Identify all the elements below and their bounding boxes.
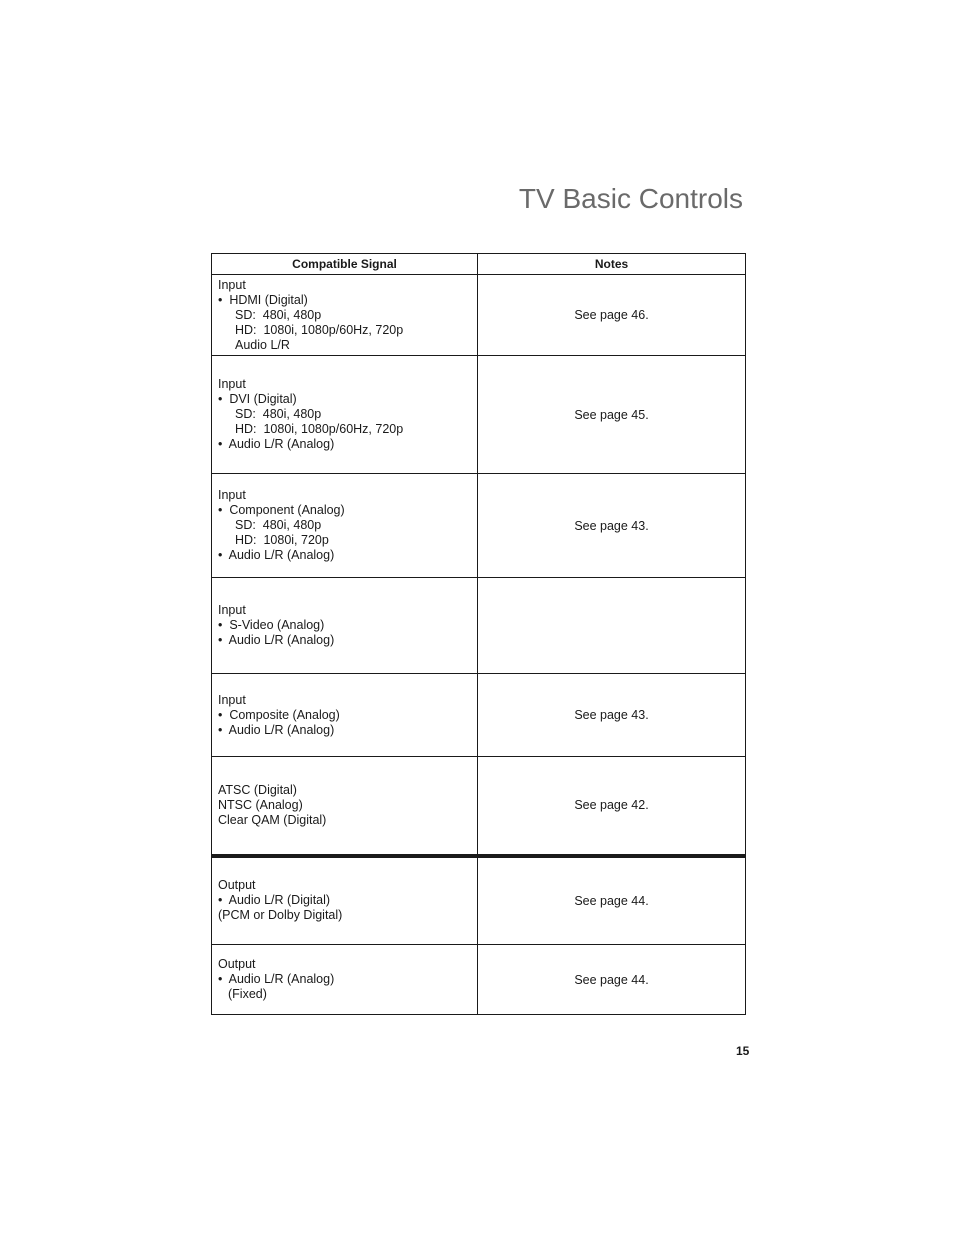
note-cell: See page 43.	[478, 674, 746, 757]
signal-line: Input	[218, 692, 246, 707]
signal-line: HD: 1080i, 1080p/60Hz, 720p	[235, 422, 404, 436]
signal-line: (Fixed)	[228, 987, 267, 1001]
table-row	[212, 856, 746, 945]
signal-line: • DVI (Digital)	[218, 392, 297, 406]
signal-line: • Audio L/R (Analog)	[218, 437, 335, 451]
signal-line: Output	[218, 957, 256, 971]
table-header-row	[212, 254, 746, 275]
signal-line: HD: 1080i, 720p	[235, 533, 329, 547]
table-row	[212, 674, 746, 757]
table-row	[212, 945, 746, 1015]
signal-line: SD: 480i, 480p	[235, 518, 322, 532]
signal-line: Clear QAM (Digital)	[218, 812, 327, 827]
table-row	[212, 356, 746, 474]
signal-line: (PCM or Dolby Digital)	[218, 908, 343, 923]
note-cell: See page 45.	[478, 356, 746, 474]
header-compatible-signal: Compatible Signal	[212, 254, 478, 275]
table-row	[212, 474, 746, 578]
note-cell	[478, 578, 746, 674]
signal-table	[211, 253, 746, 1015]
signal-line: Input	[218, 603, 246, 617]
signal-line: Input	[218, 377, 246, 391]
signal-line: HD: 1080i, 1080p/60Hz, 720p	[235, 322, 404, 337]
signal-line: • HDMI (Digital)	[218, 292, 308, 307]
signal-line: • S-Video (Analog)	[218, 618, 325, 632]
note-cell: See page 46.	[478, 275, 746, 356]
signal-cell	[212, 356, 478, 474]
page-title: TV Basic Controls	[518, 183, 743, 214]
note-cell: See page 43.	[478, 474, 746, 578]
note-cell: See page 44.	[478, 945, 746, 1015]
note-cell: See page 44.	[478, 856, 746, 945]
signal-cell	[212, 856, 478, 945]
signal-line: • Composite (Analog)	[218, 707, 340, 722]
signal-cell	[212, 578, 478, 674]
signal-line: • Audio L/R (Analog)	[218, 548, 335, 562]
table-row	[212, 578, 746, 674]
signal-line: • Component (Analog)	[218, 503, 345, 517]
signal-line: Audio L/R	[235, 337, 290, 352]
signal-cell	[212, 757, 478, 856]
signal-cell	[212, 474, 478, 578]
table-row	[212, 757, 746, 856]
signal-line: Input	[218, 488, 246, 502]
signal-line: ATSC (Digital)	[218, 782, 297, 797]
signal-line: SD: 480i, 480p	[235, 407, 322, 421]
signal-line: • Audio L/R (Analog)	[218, 972, 335, 986]
signal-line: SD: 480i, 480p	[235, 307, 322, 322]
page-number: 15	[736, 1044, 750, 1058]
signal-line: Output	[218, 878, 256, 893]
signal-cell	[212, 945, 478, 1015]
note-cell: See page 42.	[478, 757, 746, 856]
signal-line: NTSC (Analog)	[218, 797, 303, 812]
table-row	[212, 275, 746, 356]
signal-line: • Audio L/R (Analog)	[218, 722, 335, 737]
signal-cell	[212, 674, 478, 757]
header-notes: Notes	[478, 254, 746, 275]
signal-cell	[212, 275, 478, 356]
signal-line: • Audio L/R (Digital)	[218, 893, 331, 908]
signal-line: • Audio L/R (Analog)	[218, 633, 335, 647]
signal-line: Input	[218, 277, 246, 292]
